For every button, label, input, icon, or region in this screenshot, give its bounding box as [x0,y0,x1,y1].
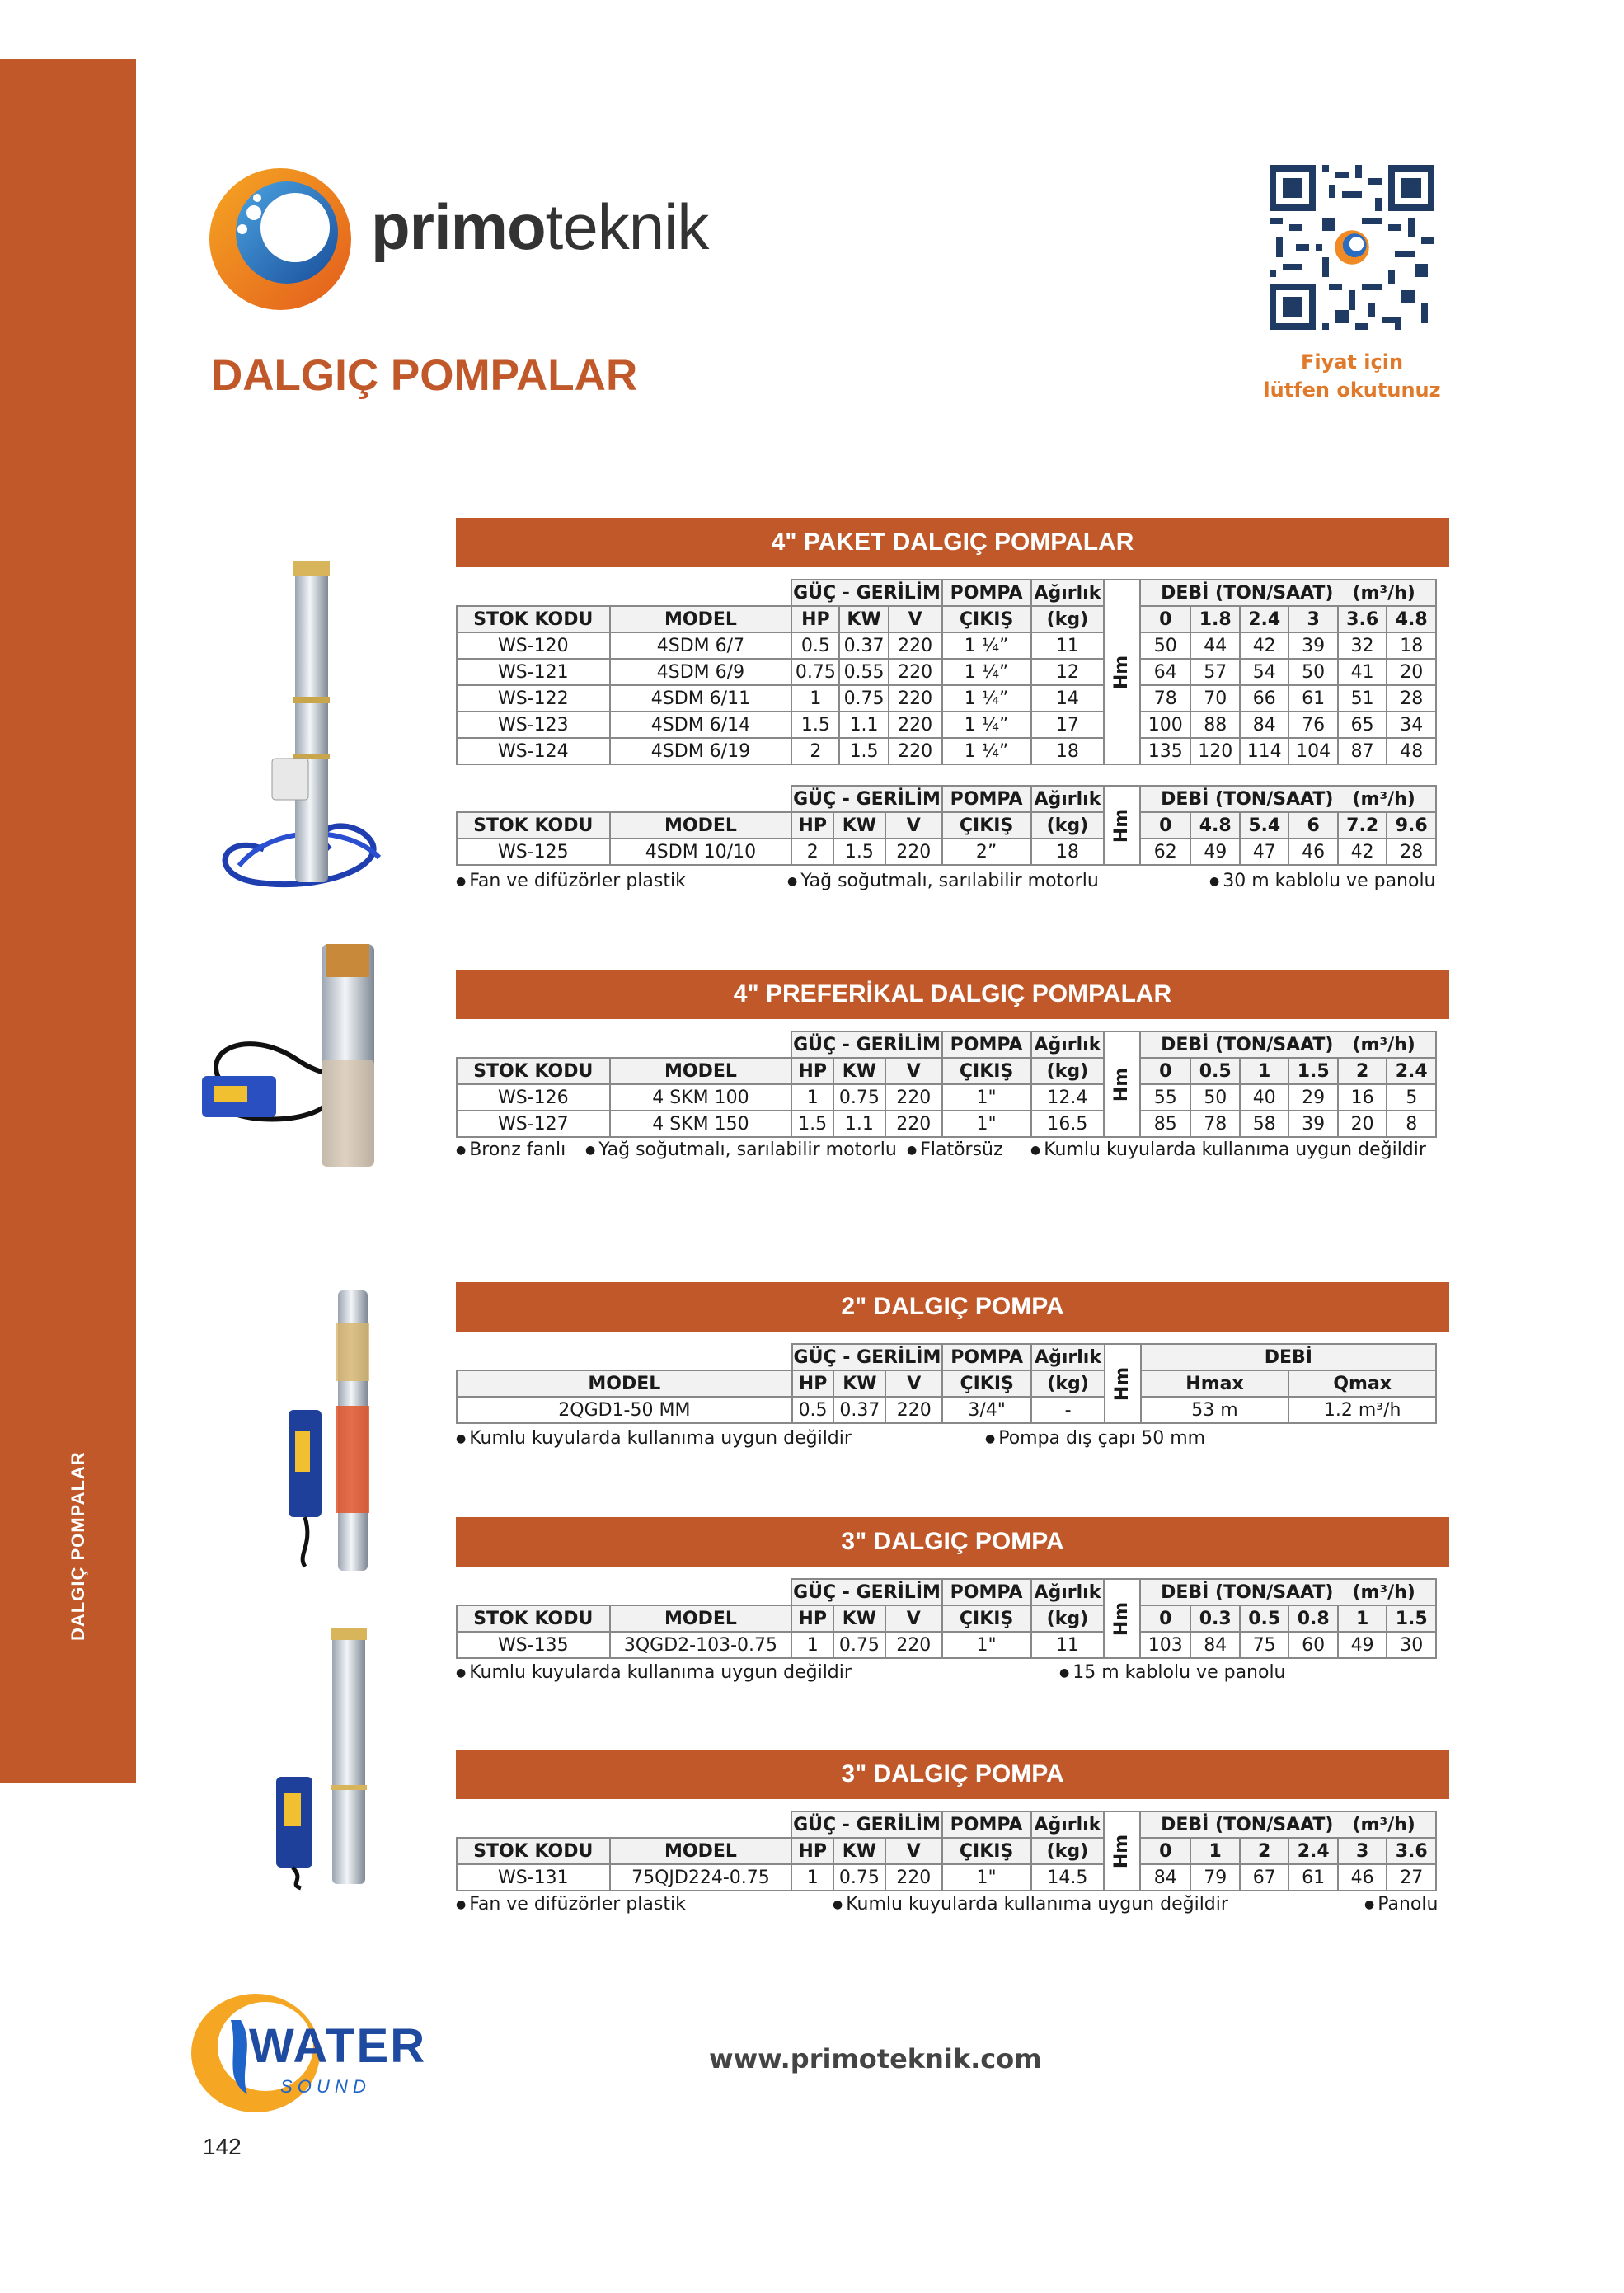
table-cell: 16 [1338,1084,1387,1111]
table-header-cell: POMPA [942,580,1031,606]
spec-table-3inch-b [456,1811,1437,1891]
table-header-cell: STOK KODU [457,1838,610,1864]
table-cell: 0.75 [833,1632,885,1658]
table-cell: 78 [1190,1111,1239,1137]
table-cell: WS-126 [457,1084,610,1111]
table-cell: 54 [1240,659,1288,685]
table-cell: 47 [1240,839,1288,865]
table-cell: WS-123 [457,712,610,738]
table-header-cell: 1.5 [1387,1605,1436,1632]
table-cell: 28 [1387,685,1436,712]
section-title-3inch-b: 3" DALGIÇ POMPA [456,1750,1449,1799]
table-header-cell: 4.8 [1387,606,1436,632]
table-header-cell: HP [791,1058,833,1084]
table-cell: 0.75 [791,659,839,685]
sound-brand: S O U N D [280,2076,366,2097]
feature-note: ● Fan ve difüzörler plastik [456,871,686,891]
table-cell: 135 [1140,738,1191,764]
table-cell: 120 [1190,738,1239,764]
feature-note: ● 15 m kablolu ve panolu [1059,1662,1286,1683]
table-cell: 42 [1240,632,1288,659]
table-cell: 0.55 [839,659,888,685]
table-cell: 34 [1387,712,1436,738]
table-header-cell: 0.5 [1240,1605,1288,1632]
page-number: 142 [203,2134,242,2159]
table-cell: 1 [791,685,839,712]
table-cell: WS-131 [457,1864,610,1891]
table-cell: 2 [791,738,839,764]
table-header-cell: MODEL [610,1838,792,1864]
table-cell: 1 ¼” [942,632,1031,659]
2inch-pump-image [280,1282,396,1579]
table-cell: 50 [1190,1084,1239,1111]
table-cell: 42 [1338,839,1387,865]
table-header-cell: 1.5 [1288,1058,1337,1084]
table-header-cell: 0 [1140,1838,1191,1864]
table-header-cell: HP [791,1838,833,1864]
table-cell [457,1031,791,1058]
table-header-cell: HP [792,1370,834,1397]
table-cell: 85 [1140,1111,1191,1137]
table-cell: 50 [1140,632,1191,659]
table-cell: 1 [791,1084,833,1111]
table-header-cell: 2.4 [1288,1838,1337,1864]
table-cell: - [1031,1397,1105,1423]
table-header-cell: DEBİ (TON/SAAT) (m³/h) [1140,786,1436,812]
paket-pump-image [206,552,404,899]
table-header-cell: 2.4 [1240,606,1288,632]
table-cell: 1 ¼” [942,738,1031,764]
section-title-3inch-a: 3" DALGIÇ POMPA [456,1517,1449,1567]
table-row [457,632,1436,659]
table-cell: 100 [1140,712,1191,738]
table-header-cell: HP [791,606,839,632]
table-cell: 50 [1288,659,1337,685]
table-cell: 220 [885,1397,942,1423]
table-header-cell: 2.4 [1387,1058,1436,1084]
table-header-cell: 0.8 [1288,1605,1337,1632]
table-cell: 76 [1288,712,1337,738]
table-cell: 88 [1190,712,1239,738]
table-header-cell: V [885,1058,942,1084]
table-cell: 1 [791,1864,833,1891]
table-cell: 1" [942,1111,1031,1137]
table-header-cell: ÇIKIŞ [942,606,1031,632]
table-header-cell: STOK KODU [457,606,610,632]
table-header-cell: POMPA [942,1344,1031,1370]
table-cell: 1" [942,1632,1031,1658]
table-header-cell: V [885,812,942,839]
table-cell: 0.37 [833,1397,885,1423]
table-cell: 3/4" [942,1397,1031,1423]
table-cell: WS-121 [457,659,610,685]
table-cell: 114 [1240,738,1288,764]
table-header-cell: STOK KODU [457,1605,610,1632]
table-cell: 1.1 [839,712,888,738]
table-header-cell: DEBİ (TON/SAAT) (m³/h) [1140,1811,1436,1838]
table-cell: 27 [1387,1864,1436,1891]
table-cell: 30 [1387,1632,1436,1658]
table-header-cell: GÜÇ - GERİLİM [791,1579,941,1605]
table-cell: 17 [1031,712,1105,738]
table-cell: 79 [1190,1864,1239,1891]
table-cell: 4SDM 6/11 [610,685,792,712]
table-cell: 1 ¼” [942,685,1031,712]
table-cell: 39 [1288,632,1337,659]
table-cell [457,580,791,606]
table-header-cell: 7.2 [1338,812,1387,839]
table-header-cell: 0 [1140,812,1191,839]
table-row [457,712,1436,738]
table-row [457,685,1436,712]
table-header-cell: POMPA [942,1811,1031,1838]
table-row [457,738,1436,764]
table-header-cell: MODEL [610,606,792,632]
section-title-2inch: 2" DALGIÇ POMPA [456,1282,1449,1332]
table-cell: 11 [1031,1632,1105,1658]
table-cell: 1 ¼” [942,712,1031,738]
table-cell: 4SDM 10/10 [610,839,792,865]
qr-caption: Fiyat için lütfen okutunuz [1263,350,1441,402]
table-header-cell: MODEL [457,1370,792,1397]
table-cell: 84 [1140,1864,1191,1891]
spec-table-paket [456,579,1437,765]
table-cell: 49 [1190,839,1239,865]
spec-table-preferikal [456,1031,1437,1138]
table-cell: WS-120 [457,632,610,659]
table-cell: 18 [1031,839,1105,865]
spec-table-3inch-a [456,1578,1437,1659]
feature-note: ● Bronz fanlı [456,1139,566,1160]
table-header-cell: Ağırlık [1031,1579,1105,1605]
table-header-cell: ÇIKIŞ [942,1838,1031,1864]
table-header-cell: 0 [1140,1058,1191,1084]
table-cell: 75QJD224-0.75 [610,1864,792,1891]
feature-note: ● Kumlu kuyularda kullanıma uygun değildir [456,1428,852,1449]
table-cell: 44 [1190,632,1239,659]
table-cell: 32 [1338,632,1387,659]
table-cell: 103 [1140,1632,1191,1658]
table-header-cell: HP [791,1605,833,1632]
hm-axis-label: Hm [1104,1811,1140,1891]
water-sound-logo [190,1987,462,2119]
table-cell: 53 m [1141,1397,1289,1423]
preferikal-pump-image [198,936,404,1175]
table-cell: 4 SKM 100 [610,1084,792,1111]
table-header-cell: POMPA [942,1579,1031,1605]
feature-note: ● Fan ve difüzörler plastik [456,1894,686,1915]
table-header-cell: 3.6 [1338,606,1387,632]
table-header-cell: 0 [1140,1605,1191,1632]
table-cell: 0.37 [839,632,888,659]
primoteknik-logo [206,165,734,313]
table-cell: 46 [1288,839,1337,865]
table-header-cell: Ağırlık [1031,786,1105,812]
table-cell: 0.75 [839,685,888,712]
feature-note: ● Flatörsüz [907,1139,1003,1160]
spec-table-2inch [456,1343,1437,1424]
table-cell: 14 [1031,685,1105,712]
table-header-cell: V [885,1605,942,1632]
table-header-cell: KW [833,1370,885,1397]
feature-note: ● Kumlu kuyularda kullanıma uygun değildir [456,1662,852,1683]
feature-note: ● Yağ soğutmalı, sarılabilir motorlu [787,871,1099,891]
table-cell: 220 [885,1111,942,1137]
table-header-cell: MODEL [610,1058,792,1084]
table-header-cell: 2 [1338,1058,1387,1084]
table-header-cell: STOK KODU [457,812,610,839]
table-row [457,659,1436,685]
table-header-cell: 1 [1338,1605,1387,1632]
table-cell: 1.5 [791,712,839,738]
table-cell: 2QGD1-50 MM [457,1397,792,1423]
table-header-cell: (kg) [1031,606,1105,632]
table-cell: 11 [1031,632,1105,659]
hm-axis-label: Hm [1104,786,1140,865]
table-header-cell: STOK KODU [457,1058,610,1084]
table-cell: 55 [1140,1084,1191,1111]
table-cell: 220 [889,712,942,738]
table-cell: 1.1 [833,1111,885,1137]
table-cell: 4SDM 6/14 [610,712,792,738]
table-cell: 0.5 [791,632,839,659]
table-header-cell: KW [833,812,885,839]
table-cell: 1" [942,1864,1031,1891]
table-cell: 60 [1288,1632,1337,1658]
table-cell: 18 [1031,738,1105,764]
table-header-cell: ÇIKIŞ [942,1605,1031,1632]
table-cell: 5 [1387,1084,1436,1111]
feature-note: ● 30 m kablolu ve panolu [1209,871,1436,891]
table-cell: 41 [1338,659,1387,685]
table-header-cell: 1 [1240,1058,1288,1084]
table-header-cell: KW [833,1058,885,1084]
table-cell: 220 [889,738,942,764]
hm-axis-label: Hm [1104,580,1140,764]
table-header-cell: 3 [1288,606,1337,632]
table-cell: 28 [1387,839,1436,865]
table-header-cell: DEBİ (TON/SAAT) (m³/h) [1140,1579,1436,1605]
feature-note: ● Panolu [1364,1894,1438,1915]
table-cell: 220 [885,1864,942,1891]
table-row [457,1111,1436,1137]
table-row [457,1084,1436,1111]
table-header-cell: DEBİ (TON/SAAT) (m³/h) [1140,1031,1436,1058]
table-cell: 84 [1240,712,1288,738]
table-cell: 2” [942,839,1031,865]
table-row [457,1632,1436,1658]
table-header-cell: 2 [1240,1838,1288,1864]
table-cell: 20 [1387,659,1436,685]
water-brand: WATER [249,2019,427,2073]
table-cell: 64 [1140,659,1191,685]
table-header-cell: 0.5 [1190,1058,1239,1084]
table-cell: 1 [791,1632,833,1658]
table-cell: 1.5 [833,839,885,865]
table-cell: 61 [1288,685,1337,712]
table-header-cell: ÇIKIŞ [942,1370,1031,1397]
section-title-preferikal: 4" PREFERİKAL DALGIÇ POMPALAR [456,970,1449,1019]
feature-note: ● Yağ soğutmalı, sarılabilir motorlu [585,1139,897,1160]
table-header-cell: KW [833,1838,885,1864]
table-cell: 220 [889,632,942,659]
table-row [457,1397,1436,1423]
table-cell: 12 [1031,659,1105,685]
table-cell: 220 [885,1632,942,1658]
website-link[interactable]: www.primoteknik.com [709,2043,1042,2075]
table-cell: 4 SKM 150 [610,1111,792,1137]
table-cell: 48 [1387,738,1436,764]
table-cell: 0.5 [792,1397,834,1423]
table-cell [457,1811,791,1838]
table-cell: 220 [889,659,942,685]
table-header-cell: 4.8 [1190,812,1239,839]
table-header-cell: (kg) [1031,1605,1105,1632]
table-header-cell: POMPA [942,1031,1031,1058]
table-header-cell: (kg) [1031,1058,1105,1084]
table-header-cell: Qmax [1288,1370,1436,1397]
spec-table-paket-2 [456,785,1437,866]
table-cell: 84 [1190,1632,1239,1658]
table-cell: 3QGD2-103-0.75 [610,1632,792,1658]
table-cell: 18 [1387,632,1436,659]
hm-axis-label: Hm [1105,1344,1141,1423]
table-header-cell: V [889,606,942,632]
table-cell: 4SDM 6/9 [610,659,792,685]
table-cell: 66 [1240,685,1288,712]
col-group-power: GÜÇ - GERİLİM [791,580,941,606]
table-header-cell: 3 [1338,1838,1387,1864]
table-header-cell: GÜÇ - GERİLİM [791,1031,941,1058]
3inch-pump-image [268,1620,400,1892]
table-header-cell: MODEL [610,812,792,839]
table-header-cell: (kg) [1031,812,1105,839]
table-cell: 58 [1240,1111,1288,1137]
table-header-cell: 1 [1190,1838,1239,1864]
table-header-cell: POMPA [942,786,1031,812]
table-header-cell: V [885,1838,942,1864]
page-title: DALGIÇ POMPALAR [211,351,638,400]
table-cell: 12.4 [1031,1084,1105,1111]
table-cell: 67 [1240,1864,1288,1891]
table-cell: WS-127 [457,1111,610,1137]
feature-note: ● Kumlu kuyularda kullanıma uygun değildir [833,1894,1228,1915]
table-cell: 1.5 [791,1111,833,1137]
table-header-cell: V [885,1370,942,1397]
table-cell: 1 ¼” [942,659,1031,685]
table-cell: WS-124 [457,738,610,764]
table-cell: 46 [1338,1864,1387,1891]
table-header-cell: (kg) [1031,1370,1105,1397]
table-cell: 14.5 [1031,1864,1105,1891]
table-row [457,1864,1436,1891]
table-header-cell: HP [791,812,833,839]
table-cell: 0.75 [833,1864,885,1891]
hm-axis-label: Hm [1104,1579,1140,1658]
hm-axis-label: Hm [1104,1031,1140,1137]
table-header-cell: (kg) [1031,1838,1105,1864]
table-header-cell: Hmax [1141,1370,1289,1397]
table-cell: 220 [885,1084,942,1111]
table-row [457,839,1436,865]
table-cell: 1.5 [839,738,888,764]
table-header-cell: 0 [1140,606,1191,632]
feature-note: ● Kumlu kuyularda kullanıma uygun değildir [1030,1139,1426,1160]
table-cell: WS-122 [457,685,610,712]
table-cell: 220 [885,839,942,865]
table-header-cell: 0.3 [1190,1605,1239,1632]
table-header-cell: 6 [1288,812,1337,839]
table-cell: 16.5 [1031,1111,1105,1137]
section-title-paket: 4" PAKET DALGIÇ POMPALAR [456,518,1449,567]
table-header-cell: Ağırlık [1031,580,1105,606]
table-cell: 40 [1240,1084,1288,1111]
table-cell: 1" [942,1084,1031,1111]
table-header-cell: ÇIKIŞ [942,812,1031,839]
table-header-cell: KW [833,1605,885,1632]
table-header-cell: 1.8 [1190,606,1239,632]
brand-name: primoteknik [371,190,709,263]
table-cell: 1.2 m³/h [1288,1397,1436,1423]
table-header-cell: 5.4 [1240,812,1288,839]
table-cell [457,786,791,812]
table-cell: 78 [1140,685,1191,712]
table-header-cell: GÜÇ - GERİLİM [792,1344,942,1370]
table-cell: 65 [1338,712,1387,738]
table-header-cell: Ağırlık [1031,1031,1105,1058]
table-cell: 70 [1190,685,1239,712]
table-cell: 75 [1240,1632,1288,1658]
table-cell: 4SDM 6/19 [610,738,792,764]
table-cell: 4SDM 6/7 [610,632,792,659]
table-cell: 20 [1338,1111,1387,1137]
table-header-cell: 9.6 [1387,812,1436,839]
table-cell: 39 [1288,1111,1337,1137]
table-cell [457,1579,791,1605]
table-cell: 51 [1338,685,1387,712]
logo-swirl-icon [206,165,354,313]
table-cell: 0.75 [833,1084,885,1111]
table-header-cell: MODEL [610,1605,792,1632]
table-cell: 87 [1338,738,1387,764]
table-cell: 104 [1288,738,1337,764]
table-header-cell: DEBİ [1141,1344,1436,1370]
table-cell: 2 [791,839,833,865]
table-cell: 57 [1190,659,1239,685]
table-header-cell: DEBİ (TON/SAAT) (m³/h) [1140,580,1436,606]
table-header-cell: Ağırlık [1031,1344,1105,1370]
table-cell: 61 [1288,1864,1337,1891]
feature-note: ● Pompa dış çapı 50 mm [985,1428,1205,1449]
table-cell: 8 [1387,1111,1436,1137]
table-cell: 29 [1288,1084,1337,1111]
table-cell: WS-135 [457,1632,610,1658]
sidebar-label: DALGIÇ POMPALAR [68,1451,88,1641]
table-cell: 220 [889,685,942,712]
table-header-cell: 3.6 [1387,1838,1436,1864]
qr-code-icon [1270,165,1434,330]
table-cell: 49 [1338,1632,1387,1658]
table-header-cell: KW [839,606,888,632]
table-header-cell: GÜÇ - GERİLİM [791,786,941,812]
table-header-cell: Ağırlık [1031,1811,1105,1838]
table-cell: 62 [1140,839,1191,865]
table-cell [457,1344,792,1370]
table-header-cell: ÇIKIŞ [942,1058,1031,1084]
table-cell: WS-125 [457,839,610,865]
table-header-cell: GÜÇ - GERİLİM [791,1811,941,1838]
